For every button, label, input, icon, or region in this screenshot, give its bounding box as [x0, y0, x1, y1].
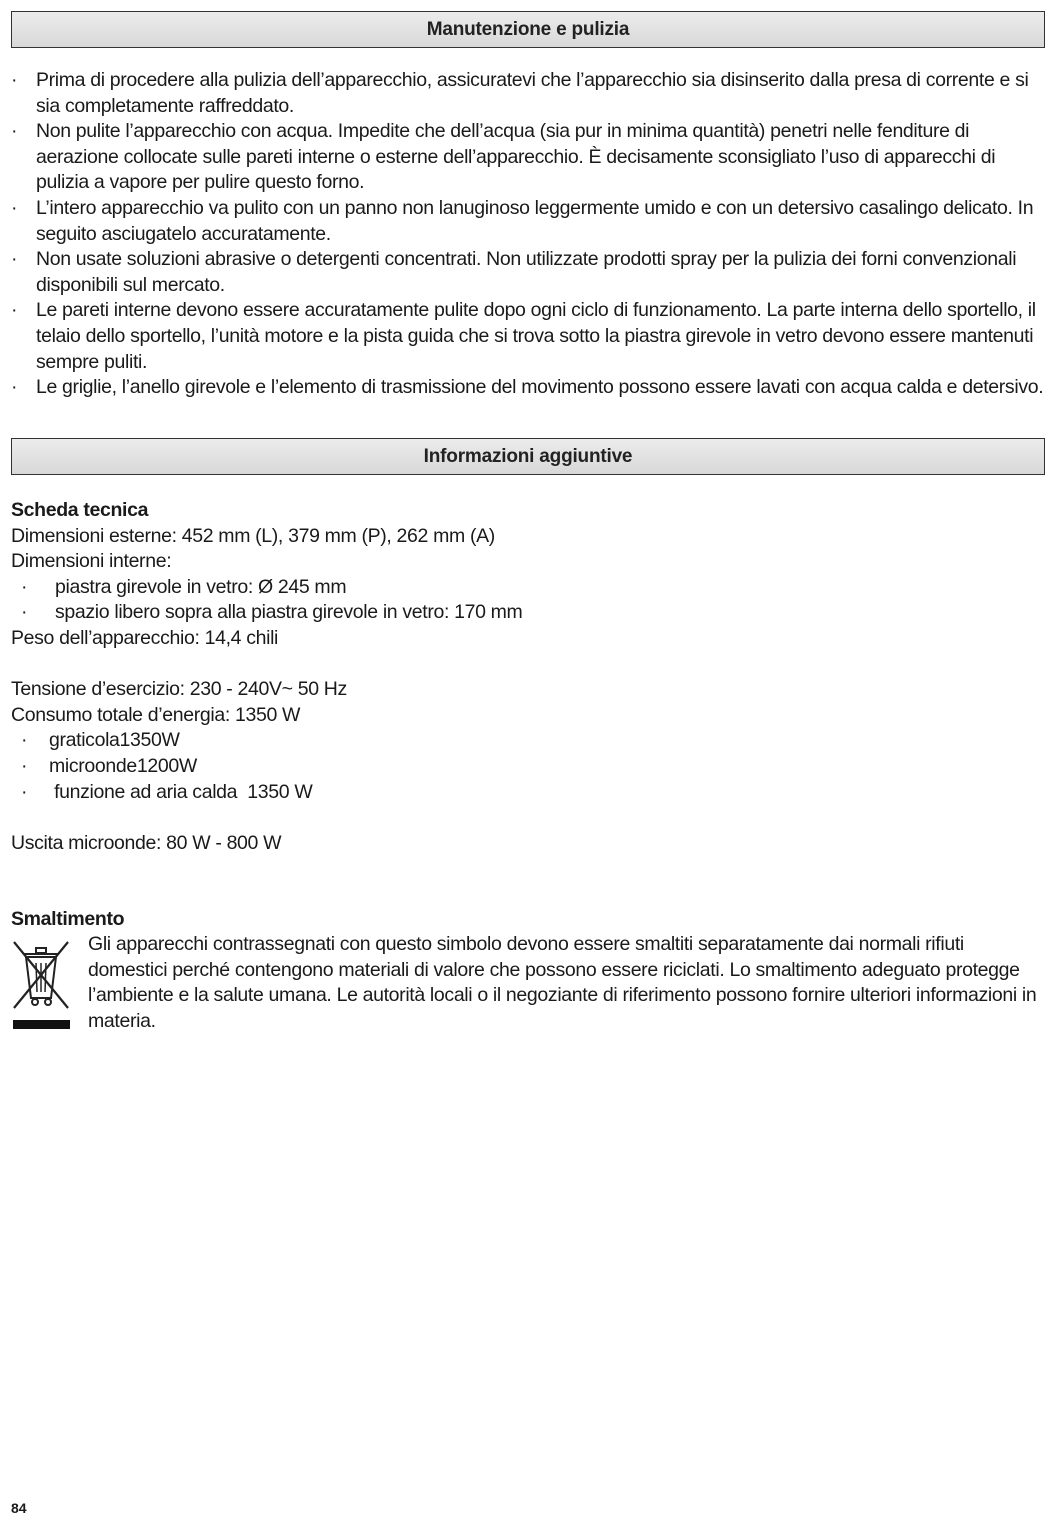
maintenance-list — [11, 68, 1051, 401]
list-item: · Non pulite l’apparecchio con acqua. Impedite che dell’acqua (sia pur in minima quantità) penetri nelle fenditure di aerazione collocate sulle pareti interne o esterne dell’apparecchio. È decisamente sconsigliato l’uso di apparecchi di pulizia a vapore per pulire questo forno. — [11, 120, 996, 194]
page-number: 84 — [11, 1500, 27, 1516]
list-item: · funzione ad aria calda 1350 W — [11, 780, 522, 806]
spec-title: Scheda tecnica — [11, 499, 149, 521]
operating-voltage: Tensione d’esercizio: 230 - 240V~ 50 Hz — [11, 678, 347, 701]
list-item: · spazio libero sopra alla piastra girevole in vetro: 170 mm — [11, 600, 522, 626]
list-item: · Non usate soluzioni abrasive o detergenti concentrati. Non utilizzate prodotti spray per la pulizia dei forni convenzionali disponibili sul mercato. — [11, 248, 1017, 296]
section-header-maintenance — [11, 11, 1045, 48]
disposal-text: Gli apparecchi contrassegnati con questo simbolo devono essere smaltiti separatamente dai normali rifiuti domestici perché contengono materiali di valore che possono essere riciclati. Lo smaltimento adeguato protegge l’ambiente e la salute umana. Le autorità locali o il negoziante di riferimento possono fornire ulteriori informazioni in materia. — [88, 933, 1037, 1032]
weee-crossed-bin-icon — [10, 936, 72, 1031]
section-title-info: Informazioni aggiuntive — [423, 445, 633, 467]
bullet-icon: · — [11, 376, 18, 399]
bin-underline-bar — [13, 1020, 70, 1029]
list-item: · microonde1200W — [11, 754, 522, 780]
spacer — [11, 805, 522, 831]
bullet-icon: · — [21, 780, 28, 803]
external-dimensions: Dimensioni esterne: 452 mm (L), 379 mm (P), 262 mm (A) — [11, 524, 495, 547]
disposal-title: Smaltimento — [11, 908, 125, 930]
bullet-icon: · — [11, 196, 18, 219]
internal-dimensions: Dimensioni interne: — [11, 550, 172, 573]
appliance-weight: Peso dell’apparecchio: 14,4 chili — [11, 626, 279, 649]
bin-handle — [36, 948, 46, 953]
list-item: · Prima di procedere alla pulizia dell’apparecchio, assicuratevi che l’apparecchio sia disinserito dalla presa di corrente e si sia completamente raffreddato. — [11, 69, 1029, 117]
bullet-icon: · — [21, 575, 28, 598]
bullet-icon: · — [11, 69, 18, 91]
tech-spec-block — [11, 498, 522, 856]
spacer — [11, 652, 522, 678]
section-header-info — [11, 438, 1045, 475]
section-title-maintenance: Manutenzione e pulizia — [426, 18, 630, 40]
bullet-icon: · — [21, 754, 28, 777]
list-item: · graticola1350W — [11, 728, 522, 754]
list-item: · L’intero apparecchio va pulito con un panno non lanuginoso leggermente umido e con un detersivo casalingo delicato. In seguito asciugatelo accuratamente. — [11, 196, 1034, 245]
bullet-icon: · — [21, 601, 28, 624]
microwave-output: Uscita microonde: 80 W - 800 W — [11, 831, 282, 854]
total-consumption: Consumo totale d’energia: 1350 W — [11, 703, 301, 726]
bullet-icon: · — [11, 299, 18, 322]
bullet-icon: · — [11, 120, 18, 143]
list-item: · Le griglie, l’anello girevole e l’elemento di trasmissione del movimento possono essere lavati con acqua calda e detersivo. — [11, 375, 1051, 401]
bullet-icon: · — [21, 729, 28, 752]
list-item: · Le pareti interne devono essere accuratamente pulite dopo ogni ciclo di funzionamento. La parte interna dello sportello, il telaio dello sportello, l’unità motore e la pista guida che si trova sotto la piastra girevole in vetro devono essere mantenuti sempre puliti. — [11, 299, 1036, 373]
list-item: · piastra girevole in vetro: Ø 245 mm — [11, 575, 522, 601]
bullet-icon: · — [11, 248, 18, 271]
